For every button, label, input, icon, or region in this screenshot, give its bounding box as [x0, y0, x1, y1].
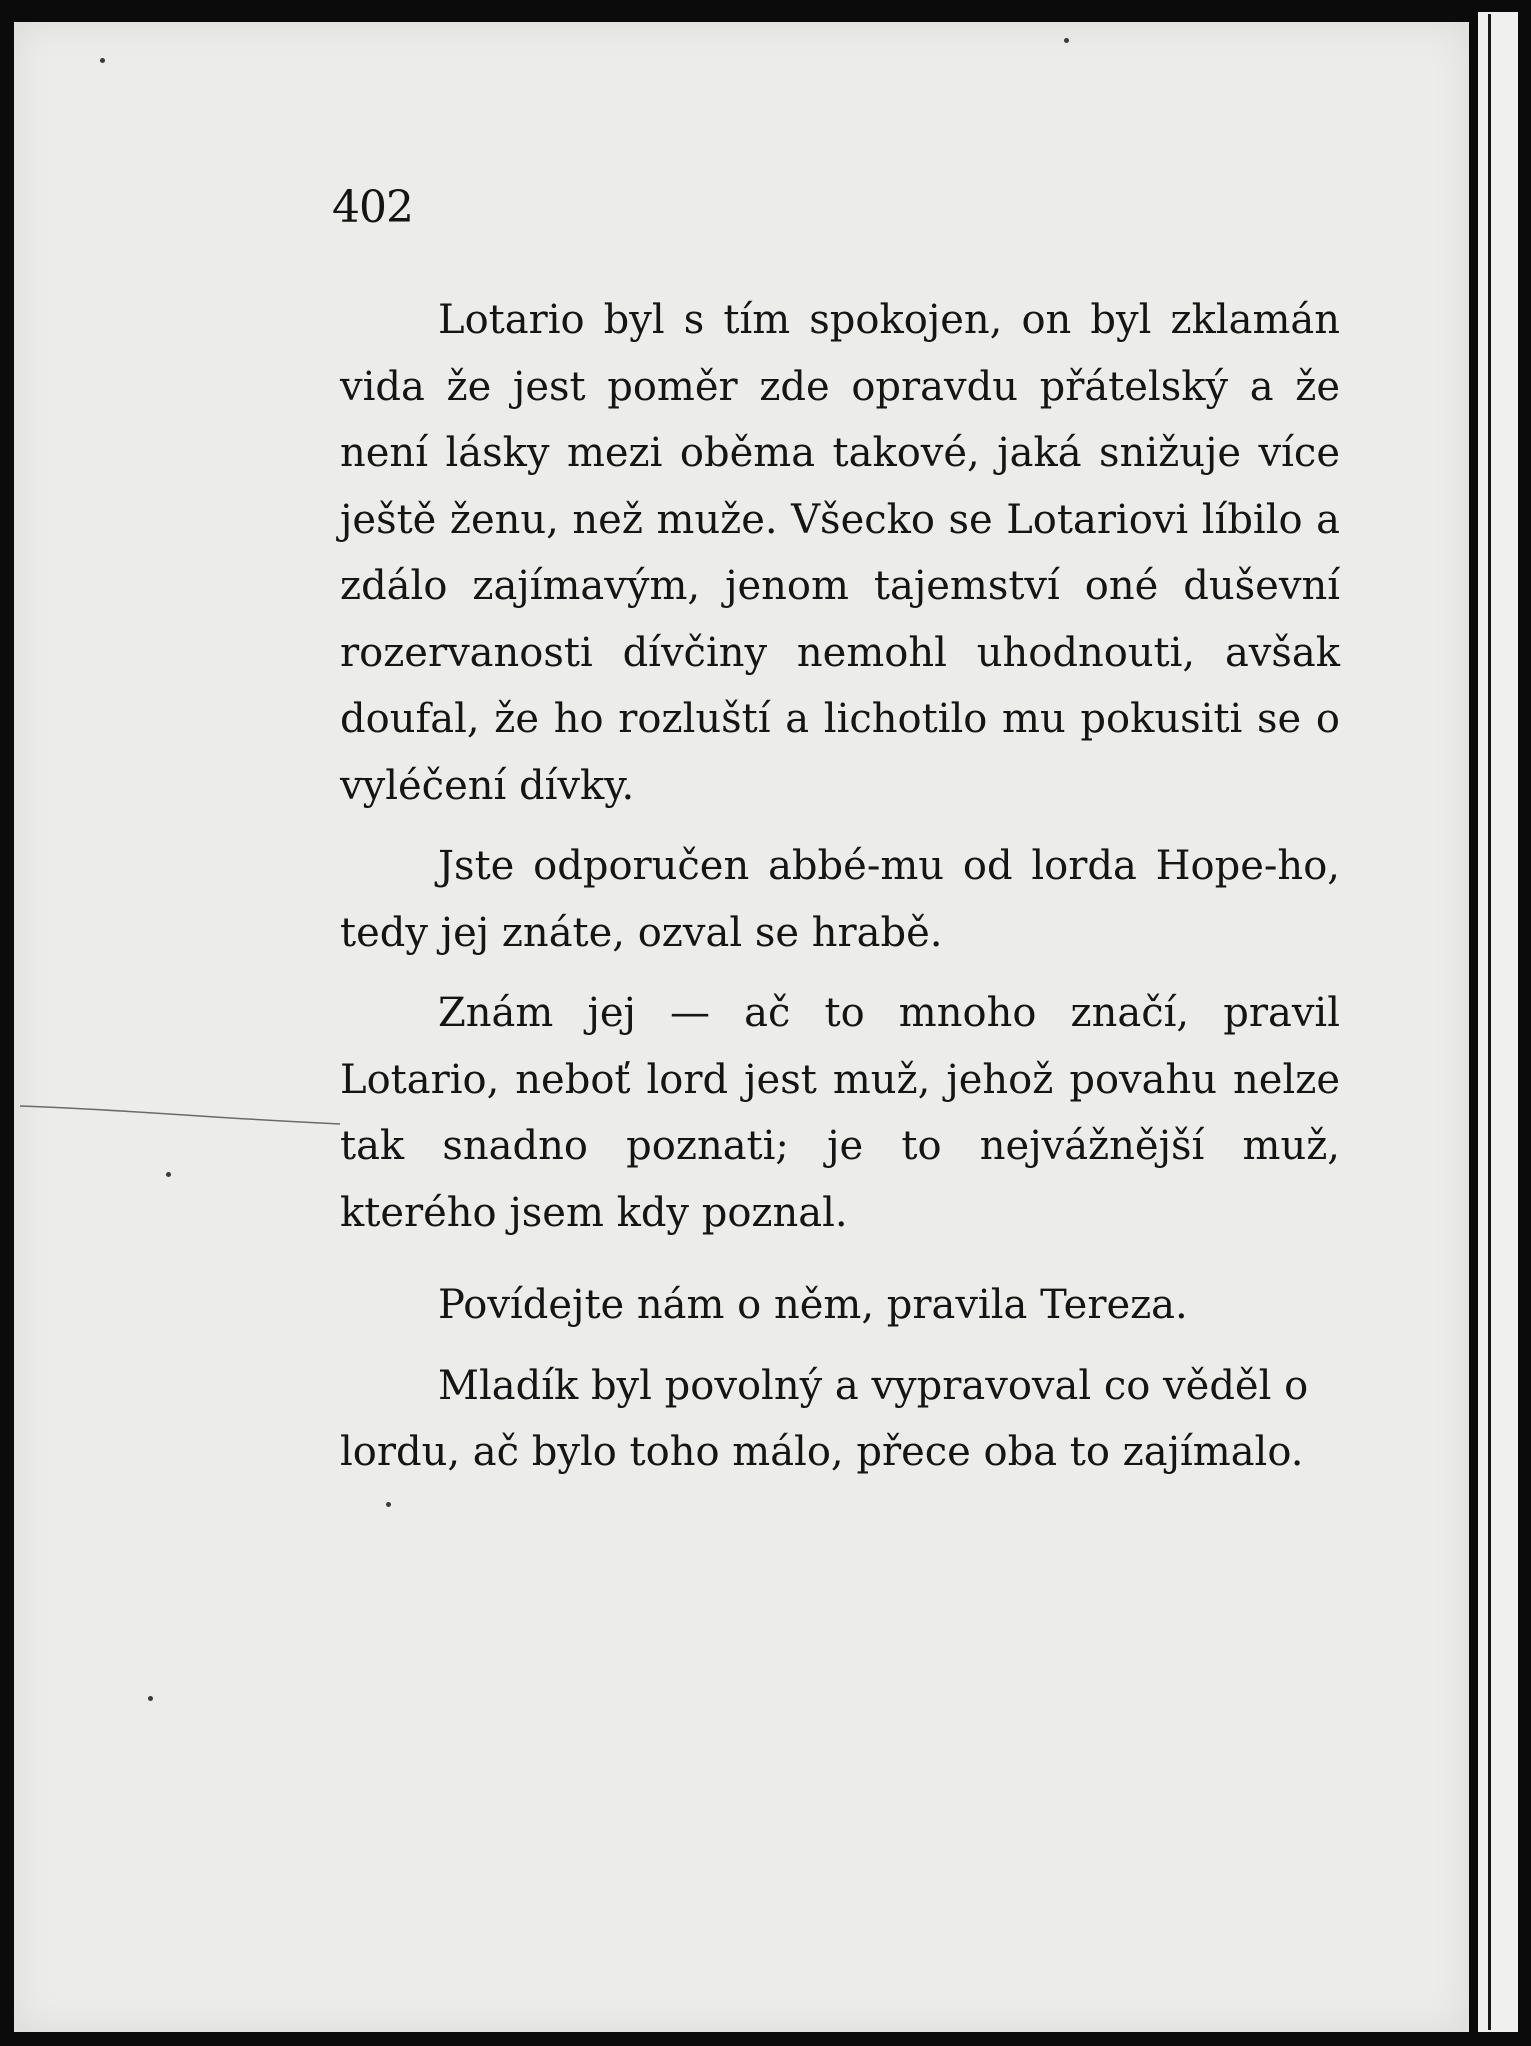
paragraph-1: Lotario byl s tím spokojen, on byl zklamán vida že jest poměr zde opravdu přátelský a že není lásky mezi oběma takové, jaká snižuje více ještě ženu, než muže. Všecko se Lotariovi líbilo a zdálo zajímavým, jenom tajemství oné duševní rozervanosti dívčiny nemohl uhodnouti, avšak doufal, že ho rozluští a lichotilo mu pokusiti se o vyléčení dívky.: [340, 297, 1340, 809]
paragraph-4: Povídejte nám o něm, pravila Tereza.: [438, 1282, 1188, 1328]
dust-speck: [386, 1502, 391, 1507]
paragraph-3: Znám jej — ač to mnoho značí, pravil Lotario, neboť lord jest muž, jehož povahu nelze tak snadno poznati; je to nejvážnější muž, kterého jsem kdy poznal.: [340, 990, 1340, 1236]
paper-crease-mark: [20, 1102, 340, 1132]
dust-speck: [166, 1172, 171, 1177]
page-gutter-line: [1488, 14, 1491, 2030]
paragraph-5: Mladík byl povolný a vypravoval co věděl o lordu, ač bylo toho málo, přece oba to zajímalo.: [340, 1362, 1309, 1475]
paragraph-2: Jste odporučen abbé-mu od lorda Hope-ho, tedy jej znáte, ozval se hrabě.: [340, 843, 1340, 956]
dust-speck: [1064, 38, 1069, 43]
dust-speck: [148, 1696, 153, 1701]
page-number: 402: [332, 182, 413, 233]
dust-speck: [100, 58, 105, 63]
next-page-edge: [1478, 12, 1518, 2032]
body-text: [340, 287, 1340, 1486]
